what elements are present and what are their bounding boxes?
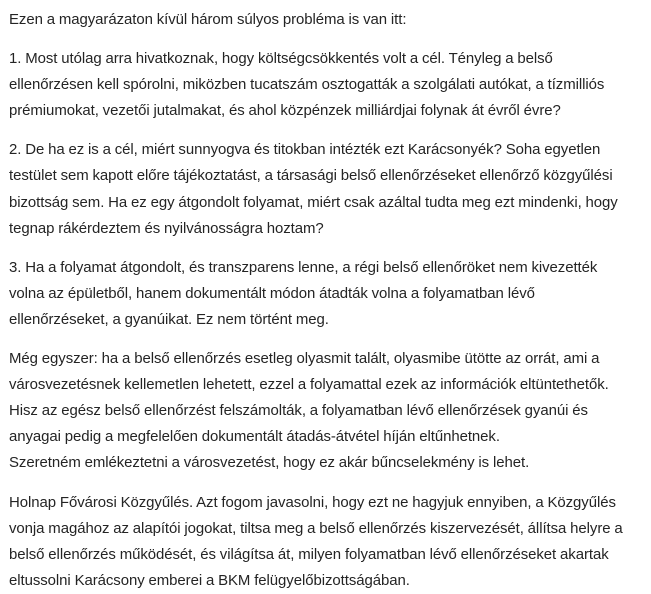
paragraph-point-2: 2. De ha ez is a cél, miért sunnyogva és titokban intézték ezt Karácsonyék? Soha egyetlen testület sem kapott előre tájékoztatást, a társasági belső ellenőrzéseket ellenőrző közgyűlési bizottság sem. Ha ez egy átgondolt folyamat, miért csak azáltal tudta meg ezt mindenki, hogy tegnap rákérdeztem és nyilvánosságra hoztam? <box>9 141 618 237</box>
paragraph-intro: Ezen a magyarázaton kívül három súlyos probléma is van itt: <box>9 11 407 28</box>
paragraph-summary: Még egyszer: ha a belső ellenőrzés esetleg olyasmit talált, olyasmibe ütötte az orrát, ami a városvezetésnek kellemetlen lehetett, ezzel a folyamattal ezek az információk eltüntethetők. Hisz az egész belső ellenőrzést felszámolták, a folyamatban lévő ellenőrzések gyanúi és anyagai pedig a megfelelően dokumentált átadás-átvétel híján eltűnhetnek. <box>9 350 609 446</box>
paragraph-closing: Holnap Fővárosi Közgyűlés. Azt fogom javasolni, hogy ezt ne hagyjuk ennyiben, a Közgyűlés vonja magához az alapítói jogokat, tiltsa meg a belső ellenőrzés kiszervezését, állítsa helyre a belső ellenőrzés működését, és világítsa át, milyen folyamatban lévő ellenőrzéseket akartak eltussolni Karácsony emberei a BKM felügyelőbizottságában. <box>9 493 623 589</box>
paragraph-point-3: 3. Ha a folyamat átgondolt, és transzparens lenne, a régi belső ellenőröket nem kivezették volna az épületből, hanem dokumentált módon átadták volna a folyamatban lévő ellenőrzéseket, a gyanúikat. Ez nem történt meg. <box>9 258 598 328</box>
paragraph-reminder: Szeretném emlékeztetni a városvezetést, hogy ez akár bűncselekmény is lehet. <box>9 454 530 472</box>
paragraph-point-1: 1. Most utólag arra hivatkoznak, hogy költségcsökkentés volt a cél. Tényleg a belső ellenőrzésen kell spórolni, miközben tucatszám osztogatták a szolgálati autókat, a tízmilliós prémiumokat, vezetői jutalmakat, és ahol közpénzek milliárdjai folynak át évről évre? <box>9 50 605 120</box>
